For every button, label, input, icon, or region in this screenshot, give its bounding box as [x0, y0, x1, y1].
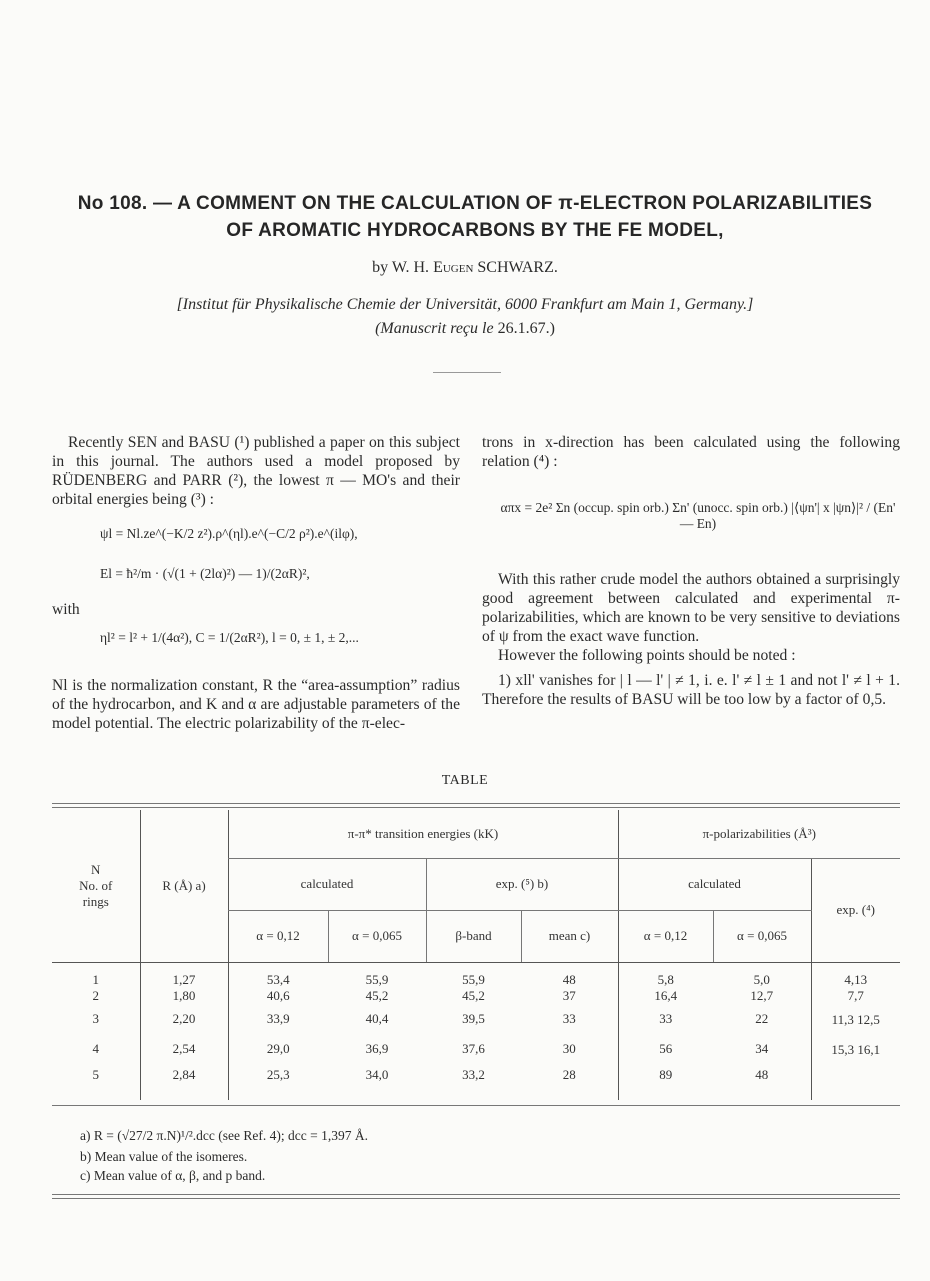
author-line	[0, 259, 930, 277]
received-label: (Manuscrit reçu le	[375, 320, 494, 337]
title-line-1: No 108. — A COMMENT ON THE CALCULATION OF π-ELECTRON POLARIZABILITIES	[77, 193, 873, 214]
left-paragraph-2: Nl is the normalization constant, R the “area-assumption” radius of the hydrocarbon, and K and α are adjustable parameters of the model potential. The electric polarizability of the π-elec-	[52, 677, 460, 732]
equation-energy: El = ħ²/m · (√(1 + (2lα)²) — 1)/(2αR)²,	[100, 566, 310, 581]
right-paragraphs	[482, 570, 900, 709]
right-paragraph-1-block	[482, 433, 900, 471]
right-paragraph-4: 1) xll' vanishes for | l — l' | ≠ 1, i. e. l' ≠ l ± 1 and not l' ≠ l + 1. Therefore the results of BASU will be too low by a factor of 0,5.	[482, 672, 900, 708]
page-bottom-rule-2	[52, 1198, 900, 1199]
header-exp-4: exp. (⁴)	[811, 858, 900, 962]
table-caption: TABLE	[441, 773, 489, 788]
institution: [Institut für Physikalische Chemie der Universität, 6000 Frankfurt am Main 1, Germany.]	[176, 296, 754, 313]
table-row: 3 2,20 33,9 40,4 39,5 33 33 22 11,3 12,5	[52, 1004, 900, 1034]
equation-eta: ηl² = l² + 1/(4α²), C = 1/(2αR²), l = 0, ± 1, ± 2,...	[100, 630, 359, 645]
header-calculated: calculated	[228, 858, 426, 910]
table-row: 5 2,84 25,3 34,0 33,2 28 89 48	[52, 1064, 900, 1086]
author-last-name: SCHWARZ.	[477, 259, 558, 276]
page-bottom-rule-1	[52, 1194, 900, 1195]
left-paragraph-2-block	[52, 676, 460, 733]
received-date: 26.1.67.)	[497, 320, 555, 337]
footnote-b: b) Mean value of the isomeres.	[80, 1149, 248, 1164]
footnote-c: c) Mean value of α, β, and p band.	[80, 1168, 266, 1183]
header-calculated-2: calculated	[618, 858, 811, 910]
subheader-pol-alpha-012: α = 0,12	[618, 910, 713, 962]
author-first-name: Eugen	[433, 259, 474, 276]
table-row: 1 1,27 53,4 55,9 55,9 48 5,8 5,0 4,13	[52, 972, 900, 988]
header-polarizabilities: π-polarizabilities (Å³)	[618, 810, 900, 858]
with-word: with	[52, 601, 80, 618]
title-line-2: OF AROMATIC HYDROCARBONS BY THE FE MODEL,	[226, 220, 724, 241]
table-row: 4 2,54 29,0 36,9 37,6 30 56 34 15,3 16,1	[52, 1034, 900, 1064]
table-top-rule-2	[52, 807, 900, 808]
equation-polarizability: απx = 2e² Σn (occup. spin orb.) Σn' (unocc. spin orb.) |⟨ψn'| x |ψn⟩|² / (En' — En)	[500, 500, 896, 531]
header-radius: R (Å) a)	[140, 810, 228, 962]
left-paragraph-1: Recently SEN and BASU (¹) published a paper on this subject in this journal. The authors used a model proposed by RÜDENBERG and PARR (²), the lowest π — MO's and their orbital energies being (³) :	[52, 434, 460, 508]
footnote-a: a) R = (√27/2 π.N)¹/².dcc (see Ref. 4); dcc = 1,397 Å.	[80, 1128, 368, 1143]
equation-psi: ψl = Nl.ze^(−K/2 z²).ρ^(ηl).e^(−C/2 ρ²).e^(ilφ),	[100, 526, 358, 541]
header-divider	[433, 372, 501, 373]
subheader-alpha-0065: α = 0,065	[328, 910, 426, 962]
header-transition-energies: π-π* transition energies (kK)	[228, 810, 618, 858]
table-top-rule-1	[52, 803, 900, 804]
left-column	[52, 433, 460, 509]
results-table	[52, 810, 900, 1100]
header-n: N No. of rings	[52, 810, 140, 962]
right-paragraph-2: With this rather crude model the authors obtained a surprisingly good agreement between calculated and experimental π-polarizabilities, which are known to be very sensitive to deviations of ψ from the exact wave function.	[482, 571, 900, 645]
received-line	[0, 320, 930, 338]
author-prefix: by W. H.	[372, 259, 430, 276]
header-exp-5: exp. (⁵) b)	[426, 858, 618, 910]
right-paragraph-1: trons in x-direction has been calculated using the following relation (⁴) :	[482, 434, 900, 470]
table-bottom-rule	[52, 1105, 900, 1106]
subheader-alpha-012: α = 0,12	[228, 910, 328, 962]
table-row: 2 1,80 40,6 45,2 45,2 37 16,4 12,7 7,7	[52, 988, 900, 1004]
subheader-mean: mean c)	[521, 910, 618, 962]
subheader-pol-alpha-0065: α = 0,065	[713, 910, 811, 962]
right-paragraph-3: However the following points should be noted :	[498, 647, 796, 664]
subheader-beta-band: β-band	[426, 910, 521, 962]
